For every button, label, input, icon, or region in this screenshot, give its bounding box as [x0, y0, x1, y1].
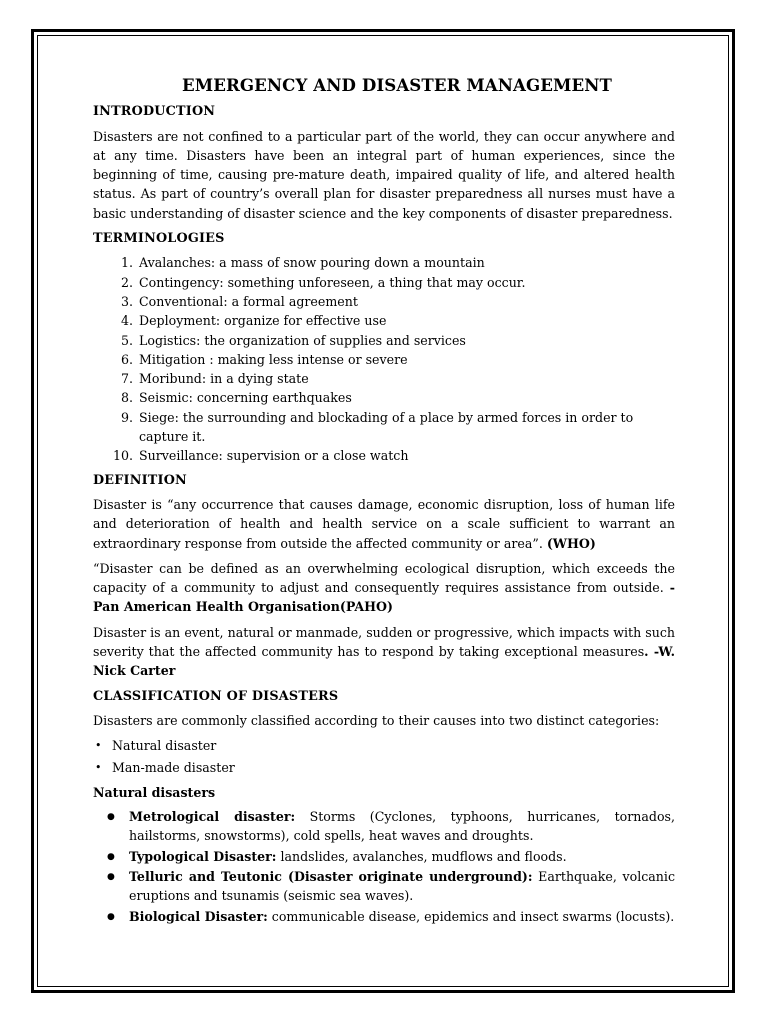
- list-number: 2 .: [113, 273, 133, 292]
- page-title: EMERGENCY AND DISASTER MANAGEMENT: [182, 75, 612, 95]
- definition-paragraph-carter: [93, 623, 675, 681]
- term-text: Avalanches: a mass of snow pouring down a mountain: [139, 255, 485, 271]
- list-item: • Natural disaster: [93, 736, 675, 755]
- definition-paragraph-who: [93, 495, 675, 553]
- term-text: Moribund: in a dying state: [139, 371, 309, 387]
- list-number: 4 .: [113, 311, 133, 330]
- list-number: 7 .: [113, 369, 133, 388]
- definition-heading: DEFINITION: [93, 472, 187, 488]
- disaster-description: Earthquake, volcanic eruptions and tsunamis (seismic sea waves).: [129, 868, 675, 904]
- list-number: 9 .: [113, 408, 133, 427]
- list-number: 6 .: [113, 350, 133, 369]
- list-item: [93, 907, 675, 926]
- list-item: [93, 331, 675, 350]
- introduction-heading: INTRODUCTION: [93, 104, 216, 120]
- definition-source: -Pan American Health Organisation(PAHO): [93, 580, 675, 615]
- list-item: [93, 350, 675, 369]
- introduction-paragraph: Disasters are not confined to a particular part of the world, they can occur anywhere and at any time. Disasters have been an integral part of human experiences, since the beginning of time, causing pre-mature death, impaired quality of life, and altered health status. As part of country’s overall plan for disaster preparedness all nurses must have a basic understanding of disaster science and the key components of disaster preparedness.: [93, 128, 675, 221]
- disaster-term: Metrological disaster:: [129, 809, 296, 825]
- term-text: Deployment: organize for effective use: [139, 313, 387, 329]
- terminologies-list: [93, 253, 675, 465]
- list-item: [93, 253, 675, 272]
- disaster-term: Biological Disaster:: [129, 908, 268, 924]
- definition-source: (WHO): [546, 535, 596, 551]
- list-item: [93, 311, 675, 330]
- list-item: [93, 867, 675, 906]
- list-item: [93, 446, 675, 465]
- list-item: [93, 388, 675, 407]
- term-text: Siege: the surrounding and blockading of a place by armed forces in order to capture it.: [139, 409, 634, 445]
- list-number: 3 .: [113, 292, 133, 311]
- natural-disasters-list: [93, 807, 675, 926]
- term-text: Contingency: something unforeseen, a thing that may occur.: [139, 274, 526, 290]
- disaster-description: Storms (Cyclones, typhoons, hurricanes, tornados, hailstorms, snowstorms), cold spells, heat waves and droughts.: [129, 809, 676, 844]
- definition-source: . -W. Nick Carter: [93, 644, 675, 679]
- classification-intro: Disasters are commonly classified according to their causes into two distinct categories:: [93, 712, 660, 728]
- document-body: [93, 76, 675, 927]
- definition-text: “Disaster can be defined as an overwhelming ecological disruption, which exceeds the capacity of a community to adjust and consequently requires assistance from outside.: [93, 560, 675, 596]
- list-number: 1 .: [113, 253, 133, 272]
- disaster-description: landslides, avalanches, mudflows and floods.: [276, 848, 567, 864]
- term-text: Surveillance: supervision or a close watch: [139, 448, 409, 464]
- disaster-description: communicable disease, epidemics and insect swarms (locusts).: [267, 908, 675, 924]
- term-text: Conventional: a formal agreement: [139, 293, 358, 309]
- classification-heading: CLASSIFICATION OF DISASTERS: [93, 688, 339, 704]
- definition-text: Disaster is an event, natural or manmade, sudden or progressive, which impacts with such severity that the affected community has to respond by taking exceptional measures: [93, 624, 675, 660]
- list-item: [93, 292, 675, 311]
- term-text: Seismic: concerning earthquakes: [139, 390, 352, 406]
- list-item: [93, 807, 675, 846]
- list-item: [93, 369, 675, 388]
- list-item: [93, 408, 675, 447]
- definition-text: Disaster is “any occurrence that causes damage, economic disruption, loss of human life and deterioration of health and health service on a scale sufficient to warrant an extraordinary response from outside the affected community or area”.: [93, 496, 675, 551]
- term-text: Mitigation : making less intense or severe: [139, 351, 408, 367]
- terminologies-heading: TERMINOLOGIES: [93, 231, 225, 247]
- definition-paragraph-paho: [93, 559, 675, 617]
- list-number: 5 .: [113, 331, 133, 350]
- natural-disasters-heading: Natural disasters: [93, 784, 216, 800]
- term-text: Logistics: the organization of supplies and services: [139, 332, 466, 348]
- list-number: 8 .: [113, 388, 133, 407]
- disaster-term: Typological Disaster:: [129, 848, 277, 864]
- disaster-term: Telluric and Teutonic (Disaster originate underground):: [129, 868, 533, 884]
- list-item: • Man-made disaster: [93, 758, 675, 777]
- list-item: [93, 273, 675, 292]
- list-item: [93, 847, 675, 866]
- list-number: 10 .: [113, 446, 133, 465]
- disaster-categories-list: [93, 736, 675, 777]
